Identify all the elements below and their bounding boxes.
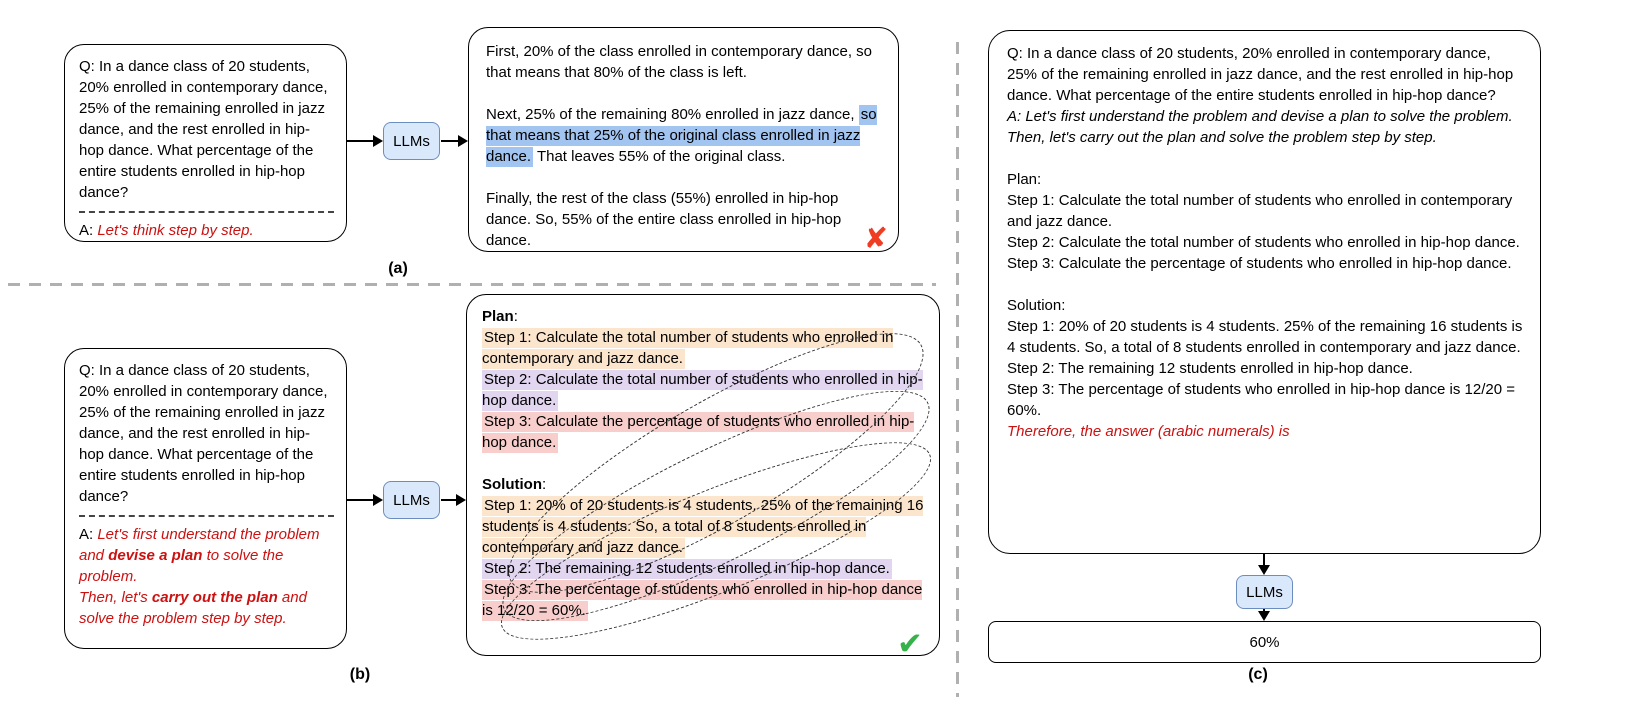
trigger-sentence: Let's think step by step. [97,222,254,239]
arrow-llm-to-output-b [441,499,457,501]
llm-label: LLMs [1246,583,1283,601]
solution-heading: Solution: [1007,297,1066,314]
llm-box-b [383,481,440,519]
solution-step-3 [482,579,925,621]
panel-a-question-box [64,44,347,242]
panel-a-prompt [79,220,334,241]
arrow-llm-to-answer-c [1263,609,1265,612]
blank-line [1007,274,1524,295]
check-icon: ✔ [897,626,923,662]
llm-box-a [383,122,440,160]
trigger-bold-carry-out-the-plan: carry out the plan [151,589,278,606]
vertical-dashed-divider [956,42,959,697]
panel-c-prompt-box [988,30,1541,554]
solution-step-1: Step 1: 20% of 20 students is 4 students. 25% of the remaining 16 students is 4 students. So, a total of 8 students enrolled in contemporary and jazz dance. [1007,318,1523,356]
prompt-sentence-2 [79,587,334,629]
trigger-text: Let's first understand the problem and [79,526,320,564]
plan-heading: Plan: [1007,171,1042,188]
prompt-divider [79,211,334,213]
plan-heading-colon: : [513,308,518,325]
prompt-divider [79,515,334,517]
arrow-llm-to-output-a [441,140,459,142]
answer-prefix: A: [79,526,98,543]
solution-step-1 [482,495,925,558]
llm-box-c [1236,575,1293,609]
plain-text: Next, 25% of the remaining 80% enrolled in jazz dance, [486,106,859,123]
panel-b-output-box [466,294,940,662]
question-text: Q: In a dance class of 20 students, 20% enrolled in contemporary dance, 25% of the remaining enrolled in jazz dance, and the rest enrolled in hip-hop dance. What percentage of the entire students enrolled in hip-hop dance? [79,58,328,201]
llm-label: LLMs [393,491,430,509]
plan-step-2: Step 2: Calculate the total number of students who enrolled in hip-hop dance. [1007,234,1520,251]
prompt-sentence-1 [79,524,334,587]
solution-step-3: Step 3: The percentage of students who enrolled in hip-hop dance is 12/20 = 60%. [1007,381,1515,419]
blank-line [482,453,925,474]
output-paragraph-1: First, 20% of the class enrolled in contemporary dance, so that means that 80% of the class is left. [486,43,873,81]
plan-step-2 [482,369,925,411]
plan-step-1 [482,327,925,369]
plan-heading-text: Plan [482,308,514,325]
highlighted-reasoning: so that means that 25% of the original class enrolled in jazz dance. [486,106,877,165]
solution-heading-text: Solution [482,476,542,493]
panel-b-label: (b) [349,666,371,683]
solution-step-2: Step 2: The remaining 12 students enrolled in hip-hop dance. [1007,360,1413,377]
solution-step-2-text: Step 2: The remaining 12 students enrolled in hip-hop dance. [484,560,890,577]
question-text: Q: In a dance class of 20 students, 20% enrolled in contemporary dance, 25% of the remaining enrolled in jazz dance, and the rest enrolled in hip-hop dance. What percentage of the entire students enrolled in hip-hop dance? [1007,45,1514,104]
llm-label: LLMs [393,132,430,150]
solution-heading-colon: : [542,476,547,493]
panel-c-prompt-line-2: Then, let's carry out the plan and solve the problem step by step. [1007,129,1437,146]
output-paragraph-2 [486,104,882,167]
panel-b-prompt [79,524,334,629]
cross-icon: ✘ [863,221,888,255]
trigger-bold-devise-a-plan: devise a plan [108,547,203,564]
solution-heading [482,474,925,495]
panel-b-question-box [64,348,347,649]
trigger-text: and solve the problem step by step. [79,589,307,627]
trigger-text: to solve the problem. [79,547,284,585]
solution-step-3-text: Step 3: The percentage of students who enrolled in hip-hop dance is 12/20 = 60%. [482,581,923,619]
plan-step-3-text: Step 3: Calculate the percentage of students who enrolled in hip-hop dance. [482,413,915,451]
plan-step-3 [482,411,925,453]
answer-prefix: A: [79,222,98,239]
final-answer-box [988,621,1541,663]
blank-line [1007,148,1524,169]
plan-step-1-text: Step 1: Calculate the total number of students who enrolled in contemporary and jazz dance. [482,329,894,367]
plan-step-1: Step 1: Calculate the total number of students who enrolled in contemporary and jazz dance. [1007,192,1513,230]
plan-step-2-text: Step 2: Calculate the total number of students who enrolled in hip-hop dance. [482,371,923,409]
solution-step-1-text: Step 1: 20% of 20 students is 4 students. 25% of the remaining 16 students is 4 students. So, a total of 8 students enrolled in contemporary and jazz dance. [482,497,924,556]
panel-a-label: (a) [388,260,408,277]
panel-a-output-box [468,27,899,255]
panel-c-label: (c) [1248,666,1268,683]
plan-heading [482,306,925,327]
panel-c-prompt-line-1: A: Let's first understand the problem and devise a plan to solve the problem. [1007,108,1513,125]
final-answer-text: 60% [1249,633,1280,651]
arrow-question-to-llm-b [347,499,374,501]
output-paragraph-3: Finally, the rest of the class (55%) enrolled in hip-hop dance. So, 55% of the entire class enrolled in hip-hop dance. [486,190,842,249]
arrow-prompt-to-llm-c [1263,554,1265,566]
answer-trigger-sentence: Therefore, the answer (arabic numerals) is [1007,423,1290,440]
arrow-question-to-llm-a [347,140,374,142]
solution-step-2 [482,558,925,579]
question-text: Q: In a dance class of 20 students, 20% enrolled in contemporary dance, 25% of the remaining enrolled in jazz dance, and the rest enrolled in hip-hop dance. What percentage of the entire students enrolled in hip-hop dance? [79,362,328,505]
trigger-text: Then, let's [79,589,152,606]
horizontal-dashed-divider [8,283,936,286]
plain-text: That leaves 55% of the original class. [533,148,786,165]
plan-step-3: Step 3: Calculate the percentage of students who enrolled in hip-hop dance. [1007,255,1512,272]
